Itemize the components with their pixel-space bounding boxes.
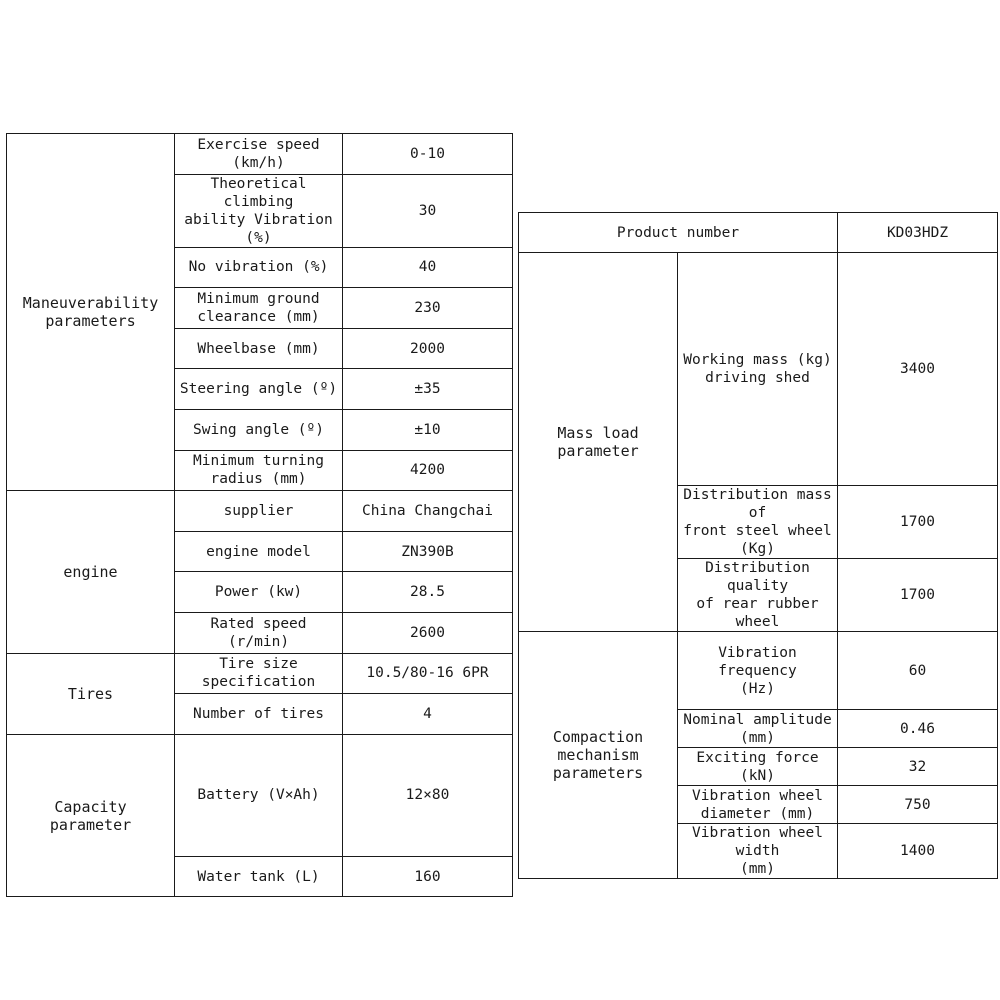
product-spec-table bbox=[518, 212, 998, 879]
group-maneuverability: Maneuverability parameters bbox=[7, 134, 175, 491]
param-value: ZN390B bbox=[343, 531, 513, 572]
param-label: engine model bbox=[175, 531, 343, 572]
param-value: 160 bbox=[343, 856, 513, 897]
param-label: Wheelbase (mm) bbox=[175, 328, 343, 369]
param-label: Distribution quality of rear rubber wheel bbox=[678, 559, 838, 632]
param-value: 30 bbox=[343, 174, 513, 247]
param-label: Number of tires bbox=[175, 694, 343, 735]
param-label: Vibration wheel diameter (mm) bbox=[678, 786, 838, 824]
param-value: 12×80 bbox=[343, 734, 513, 856]
param-label: Vibration wheel width (mm) bbox=[678, 824, 838, 879]
param-value: 1700 bbox=[838, 486, 998, 559]
param-label: Theoretical climbing ability Vibration (%) bbox=[175, 174, 343, 247]
product-number-value: KD03HDZ bbox=[838, 213, 998, 253]
param-label: supplier bbox=[175, 491, 343, 532]
group-compaction: Compaction mechanism parameters bbox=[519, 632, 678, 879]
machine-spec-table bbox=[6, 133, 513, 897]
param-label: Minimum ground clearance (mm) bbox=[175, 288, 343, 329]
param-value: ±35 bbox=[343, 369, 513, 410]
group-capacity: Capacity parameter bbox=[7, 734, 175, 897]
param-label: Battery (V×Ah) bbox=[175, 734, 343, 856]
param-value: 10.5/80-16 6PR bbox=[343, 653, 513, 694]
param-value: 1400 bbox=[838, 824, 998, 879]
param-value: ±10 bbox=[343, 409, 513, 450]
table-header-row bbox=[519, 213, 998, 253]
param-value: 32 bbox=[838, 748, 998, 786]
param-value: 230 bbox=[343, 288, 513, 329]
param-value: 750 bbox=[838, 786, 998, 824]
param-value: 40 bbox=[343, 247, 513, 288]
product-number-label: Product number bbox=[519, 213, 838, 253]
param-value: 2600 bbox=[343, 612, 513, 653]
table-row bbox=[519, 632, 998, 710]
group-mass-load: Mass load parameter bbox=[519, 253, 678, 632]
param-label: Water tank (L) bbox=[175, 856, 343, 897]
param-value: 0.46 bbox=[838, 710, 998, 748]
param-label: Distribution mass of front steel wheel (Kg) bbox=[678, 486, 838, 559]
param-value: 2000 bbox=[343, 328, 513, 369]
param-label: Power (kw) bbox=[175, 572, 343, 613]
param-label: Steering angle (º) bbox=[175, 369, 343, 410]
param-label: Exercise speed (km/h) bbox=[175, 134, 343, 175]
table-row bbox=[7, 734, 513, 856]
param-value: 60 bbox=[838, 632, 998, 710]
param-value: 4200 bbox=[343, 450, 513, 491]
group-engine: engine bbox=[7, 491, 175, 653]
param-label: Nominal amplitude (mm) bbox=[678, 710, 838, 748]
param-label: Exciting force (kN) bbox=[678, 748, 838, 786]
param-value: 3400 bbox=[838, 253, 998, 486]
param-value: 28.5 bbox=[343, 572, 513, 613]
param-label: Vibration frequency (Hz) bbox=[678, 632, 838, 710]
param-value: China Changchai bbox=[343, 491, 513, 532]
param-value: 4 bbox=[343, 694, 513, 735]
table-row bbox=[7, 653, 513, 694]
param-label: No vibration (%) bbox=[175, 247, 343, 288]
table-row bbox=[7, 491, 513, 532]
param-label: Swing angle (º) bbox=[175, 409, 343, 450]
param-label: Minimum turning radius (mm) bbox=[175, 450, 343, 491]
param-value: 1700 bbox=[838, 559, 998, 632]
table-row bbox=[7, 134, 513, 175]
param-value: 0-10 bbox=[343, 134, 513, 175]
param-label: Tire size specification bbox=[175, 653, 343, 694]
group-tires: Tires bbox=[7, 653, 175, 734]
param-label: Working mass (kg) driving shed bbox=[678, 253, 838, 486]
table-row bbox=[519, 253, 998, 486]
param-label: Rated speed (r/min) bbox=[175, 612, 343, 653]
